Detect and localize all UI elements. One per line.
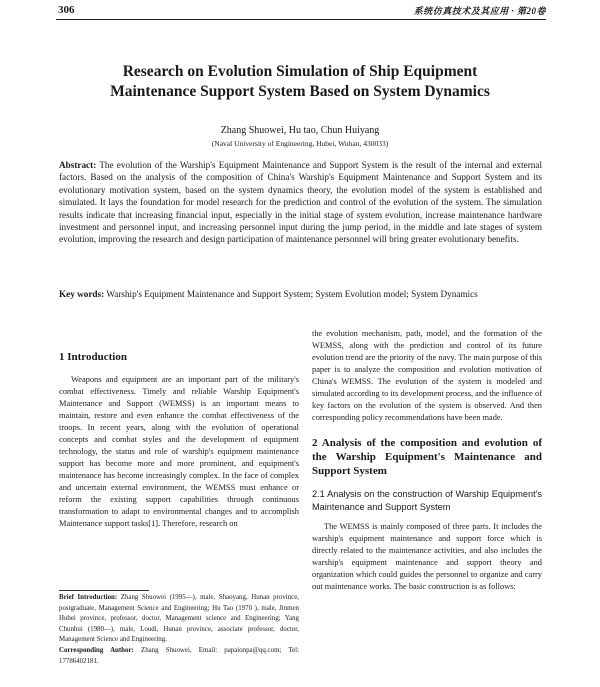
abstract-label: Abstract:	[59, 160, 97, 170]
section-2-1-heading: 2.1 Analysis on the construction of Warship Equipment's Maintenance and Support System	[312, 489, 542, 512]
section-1-heading: 1 Introduction	[59, 351, 127, 363]
keywords-text: Warship's Equipment Maintenance and Support System; System Evolution model; System Dynamics	[106, 289, 478, 299]
title-line-2: Maintenance Support System Based on System Dynamics	[110, 83, 490, 100]
abstract-text: The evolution of the Warship's Equipment Maintenance and Support System is the result of the internal and external factors. Based on the analysis of the composition of China's Warship's Equipment Maintenance and Support System and its evolutionary motivation system, based on the system dynamics theory, the evolution model of the system is established and simulated. It lays the foundation for model research for the prediction and control of the evolution of the system. The simulation results indicate that increasing financial input, especially in the initial stage of system evolution, increase maintenance hardware investment and personnel input, and increasing personnel input during the jump period, in the middle and late stages of system evolution, improving the research and design participation of maintenance personnel will bring greater evolutionary benefits.	[59, 160, 542, 245]
keywords-label: Key words:	[59, 289, 105, 299]
section-1-paragraph: Weapons and equipment are an important part of the military's combat effectiveness. Timely and reliable Warship Equipment's Maintenance and Support (WEMSS) is an important means to maintain, restore and even enhance the combat effectiveness of the troops. In recent years, along with the evolution of operational concepts and combat styles and the development of equipment technology, the status and role of warship's equipment maintenance support has become more and more prominent, and equipment's maintenance has become increasingly complex. In the face of complex and uncertain external environment, the WEMSS must enhance or reform the existing support capabilities through continuous transformation to adapt to environmental changes and to accomplish Maintenance support tasks[1]. Therefore, research on	[59, 375, 299, 528]
abstract	[59, 159, 542, 246]
author-list: Zhang Shuowei, Hu tao, Chun Huiyang	[220, 125, 380, 136]
paper-title	[40, 62, 560, 102]
footnote	[59, 593, 299, 667]
left-column	[59, 350, 299, 530]
footnote-divider	[59, 590, 149, 591]
affiliation: (Naval University of Engineering, Hubei, Wuhan, 430033)	[211, 139, 389, 148]
header-divider	[56, 19, 546, 20]
footnote-bio-text: Zhang Shuowei (1995—), male, Shaoyang, Hunan province, postgraduate, Management Science and Engineering; Hu Tao (1970 ), male, Jinmen Hubei province, professor, doctor, Management science and Engineering; Yang Chunhui (1980—), male, Loudi, Hunan province, associate professor, doctor, Management Science and Engineering.	[59, 594, 299, 644]
footnote-corr-text: Zhang Shuowei, Email: papaionpa@qq.com; Tel: 17786402181.	[59, 646, 299, 665]
running-header	[58, 4, 546, 20]
footnote-bio-label: Brief Introduction:	[59, 594, 118, 601]
section-2-heading: 2 Analysis of the composition and evolution of the Warship Equipment's Maintenance and Support System	[312, 437, 542, 477]
section-1-paragraph-continued: the evolution mechanism, path, model, and the formation of the WEMSS, along with the prediction and control of its future evolution trend are the priority of the navy. The main purpose of this paper is to analyze the composition and evolution motivation of China's WEMSS. The evolution of the system is modeled and simulated according to its development process, and the influence of key factors on the evolution of the system is observed. And then corresponding policy recommendations have been made.	[312, 329, 542, 422]
right-column	[312, 328, 542, 593]
section-2-1-paragraph: The WEMSS is mainly composed of three parts. It includes the warship's equipment maintenance and support force which is directly related to the maintenance activities, and also includes the warship's equipment maintenance and support theory and organization which could guides the personnel to organize and carry out maintenance works. The basic construction is as follows:	[312, 522, 542, 591]
journal-name: 系统仿真技术及其应用 · 第20卷	[413, 6, 546, 16]
footnote-corr-label: Corresponding Author:	[59, 646, 134, 654]
title-line-1: Research on Evolution Simulation of Ship Equipment	[122, 63, 478, 80]
page-number: 306	[58, 4, 75, 16]
keywords	[59, 288, 542, 300]
